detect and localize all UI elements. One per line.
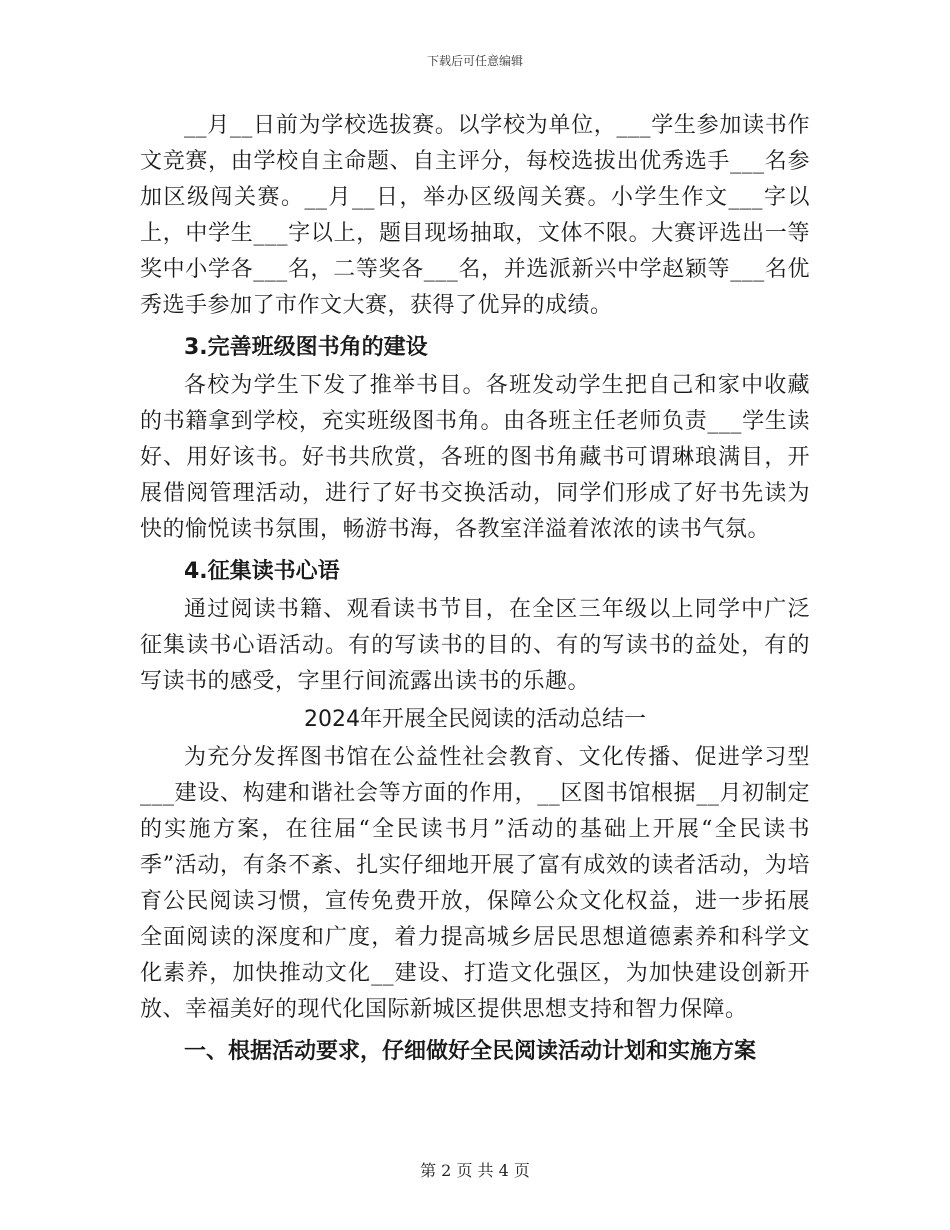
paragraph-summary-intro: 为充分发挥图书馆在公益性社会教育、文化传播、促进学习型___建设、构建和谐社会等方面的作用，__区图书馆根据__月初制定的实施方案，在往届“全民读书月”活动的基础上开展“全民读书季”活动，有条不紊、扎实仔细地开展了富有成效的读者活动，为培育公民阅读习惯，宣传免费开放，保障公众文化权益，进一步拓展全面阅读的深度和广度，着力提高城乡居民思想道德素养和科学文化素养，加快推动文化__建设、打造文化强区，为加快建设创新开放、幸福美好的现代化国际新城区提供思想支持和智力保障。	[140, 745, 810, 1022]
paragraph-selection-contest: __月__日前为学校选拔赛。以学校为单位，___学生参加读书作文竞赛，由学校自主命题、自主评分，每校选拔出优秀选手___名参加区级闯关赛。__月__日，举办区级闯关赛。小学生作文___字以上，中学生___字以上，题目现场抽取，文体不限。大赛评选出一等奖中小学各___名，二等奖各___名，并选派新兴中学赵颖等___名优秀选手参加了市作文大赛，获得了优异的成绩。	[140, 113, 810, 318]
document-title: 2024年开展全民阅读的活动总结一	[304, 707, 646, 732]
heading-reading-quotes: 4.征集读书心语	[184, 559, 340, 584]
paragraph-reading-quotes: 通过阅读书籍、观看读书节目，在全区三年级以上同学中广泛征集读书心语活动。有的写读书的目的、有的写读书的益处，有的写读书的感受，字里行间流露出读书的乐趣。	[140, 597, 810, 694]
heading-section-one: 一、根据活动要求，仔细做好全民阅读活动计划和实施方案	[184, 1039, 757, 1064]
page-number: 第 2 页 共 4 页	[420, 1161, 530, 1180]
paragraph-class-library-corner: 各校为学生下发了推举书目。各班发动学生把自己和家中收藏的书籍拿到学校，充实班级图书角。由各班主任老师负责___学生读好、用好该书。好书共欣赏，各班的图书角藏书可谓琳琅满目，开展借阅管理活动，进行了好书交换活动，同学们形成了好书先读为快的愉悦读书氛围，畅游书海，各教室洋溢着浓浓的读书气氛。	[140, 373, 810, 542]
page-header: 下载后可任意编辑	[426, 54, 523, 68]
document-body	[140, 108, 810, 1070]
heading-class-library-corner: 3.完善班级图书角的建设	[184, 335, 428, 360]
